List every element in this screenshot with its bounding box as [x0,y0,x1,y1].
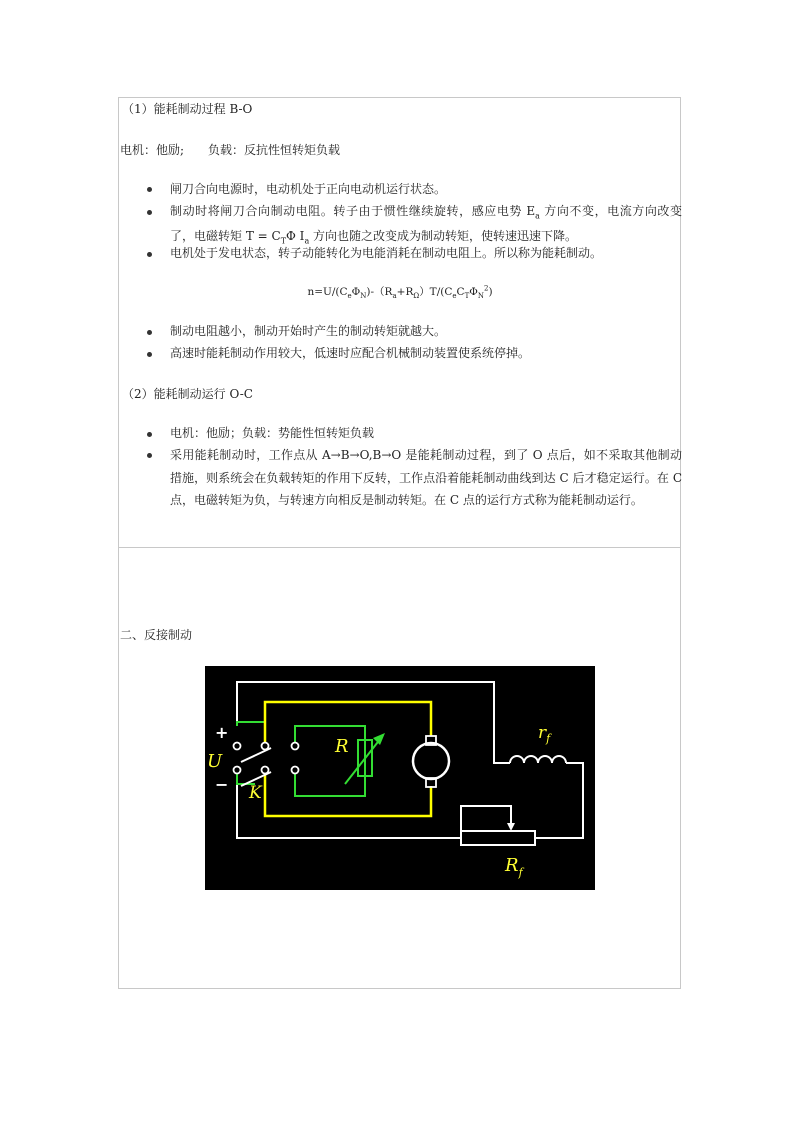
bullet-dot [147,210,152,215]
rheostat-left-wire [237,784,461,838]
motor-armature [413,743,449,779]
bullet-dot [147,432,152,437]
supply-wire-green [237,722,265,744]
variable-arrow [345,738,381,784]
list-item: 制动电阻越小，制动开始时产生的制动转矩就越大。 [170,324,447,338]
rheostat-label: $R_f$ [505,855,523,879]
motor-load-line: 电机：他励; 负载：反抗性恒转矩负载 [120,143,341,157]
rheostat-wiper [461,806,511,838]
plugging-circuit-diagram [205,666,595,890]
list-item: 电机处于发电状态，转子动能转化为电能消耗在制动电阻上。所以称为能耗制动。 [170,246,603,260]
bullet-dot [147,187,152,192]
bullet-dot [147,352,152,357]
switch-label-k: K [249,783,262,803]
switch-contact [262,743,269,750]
speed-formula: $n=U/(C_e\Phi_N)-(R_a+R_\Omega)T/(C_eC_T\Phi_N^2)$ [307,284,493,301]
plus-label: + [215,723,229,742]
list-item: 采用能耗制动时，工作点从 A→B→O,B→O 是能耗制动过程，到了 O 点后，如不采取其他制动措施，则系统会在负载转矩的作用下反转，工作点沿着能耗制动曲线到达 C 后才稳定运行。在 C 点，电磁转矩为负，与转速方向相反是制动转矩。在 C 点的运行方式称为能耗制动运行。 [170,448,682,507]
table-divider [118,547,681,548]
field-winding-return [535,763,583,838]
section1-heading: （1）能耗制动过程 B-O [122,102,253,116]
list-item: 闸刀合向电源时，电动机处于正向电动机运行状态。 [170,182,447,196]
voltage-label-u: U [207,751,223,772]
bullet-dot [147,453,152,458]
switch-contact [234,743,241,750]
switch-contact [292,767,299,774]
switch-contact [262,767,269,774]
resistor-label-r: R [335,736,349,757]
list-item: 高速时能耗制动作用较大，低速时应配合机械制动装置使系统停掉。 [170,346,531,360]
field-winding-label: $r_f$ [538,723,551,745]
list-item: 电机：他励；负载：势能性恒转矩负载 [170,426,375,440]
field-winding-coil [510,756,566,763]
switch-blade [241,748,271,762]
rheostat-rf [461,831,535,845]
circuit-svg [205,666,595,890]
list-item-text: 制动时将闸刀合向制动电阻。转子由于惯性继续旋转，感应电势 $E_a$ 方向不变，电流方向改变了，电磁转矩 $T = C_T\Phi$ $I_a$ 方向也随之改变成为制动转矩，使转速迅速下降。 [170,204,682,246]
minus-label: − [215,775,229,794]
section2-heading: （2）能耗制动运行 O-C [122,387,253,401]
bullet-dot [147,252,152,257]
section3-heading: 二、反接制动 [120,628,193,642]
outer-wire [237,682,510,763]
bullet-dot [147,330,152,335]
switch-contact [292,743,299,750]
switch-contact [234,767,241,774]
